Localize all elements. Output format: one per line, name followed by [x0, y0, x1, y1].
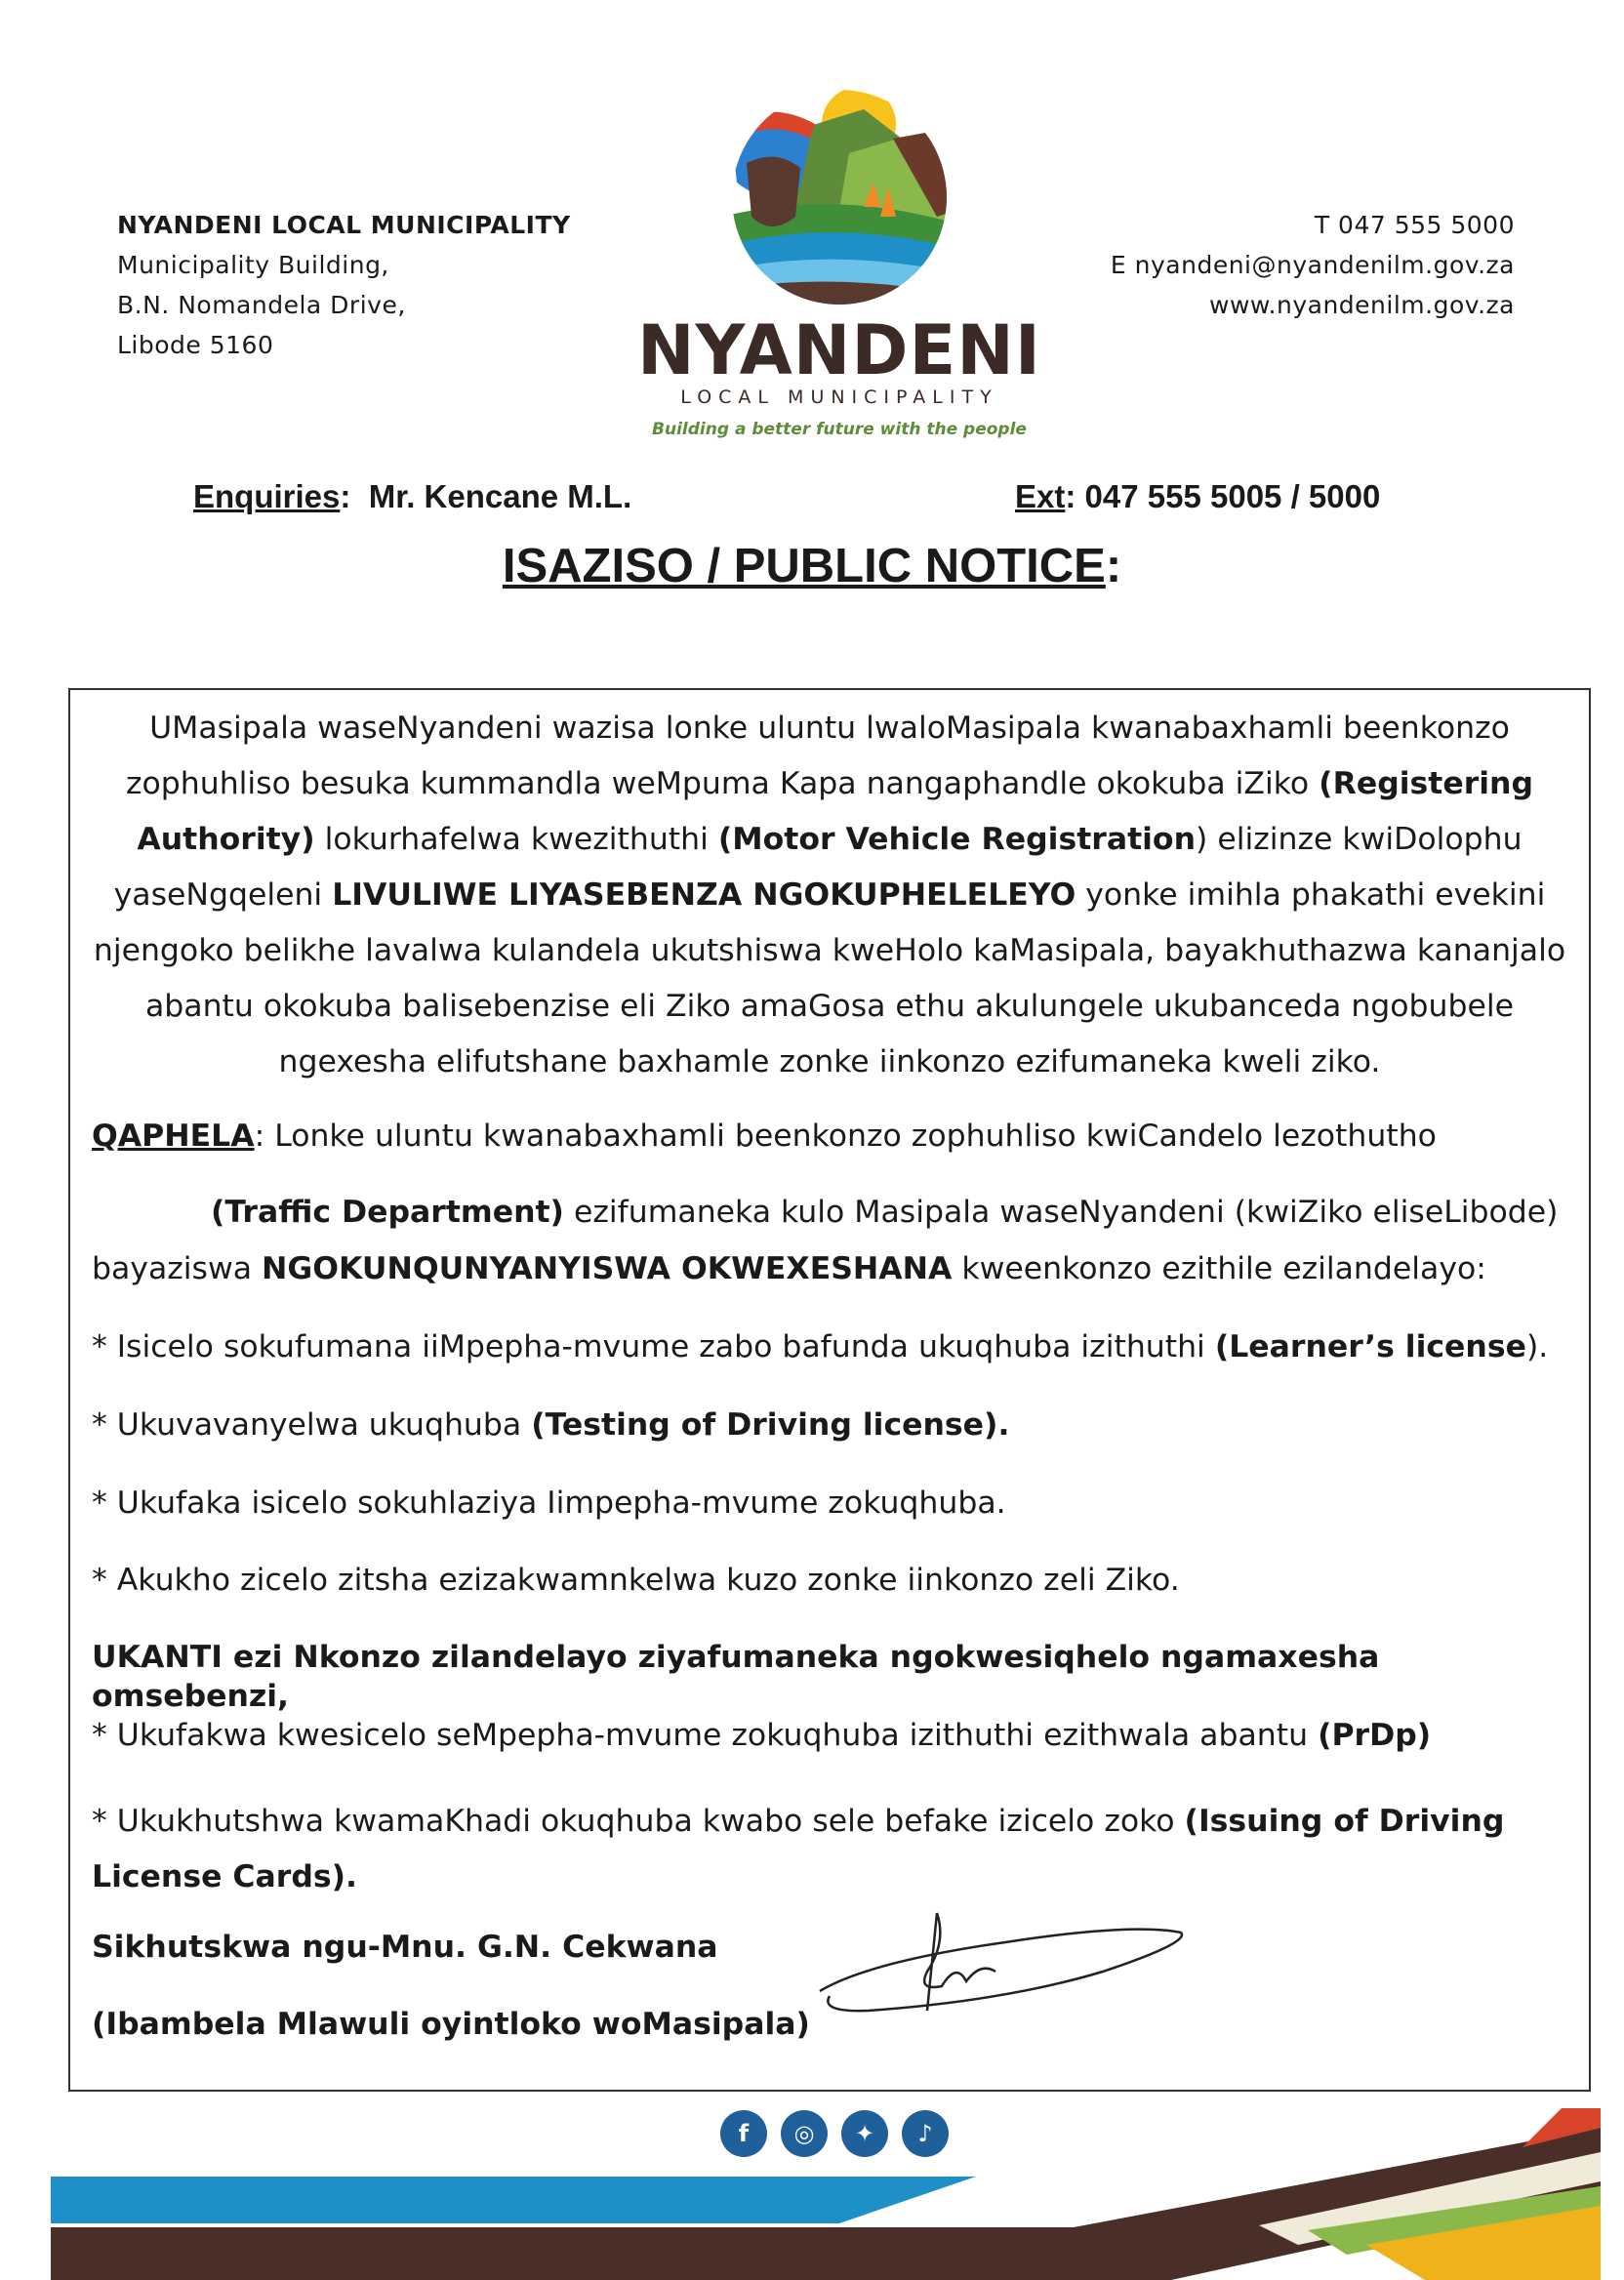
- page-title: [0, 539, 1624, 593]
- text-run: ).: [1525, 1329, 1549, 1364]
- text-run: ) elizinze kwiDolophu yaseNgqeleni: [113, 822, 1522, 913]
- address-line: B.N. Nomandela Drive,: [117, 291, 406, 319]
- signature-image: [810, 1903, 1200, 2040]
- text-run: * Ukuvavanyelwa ukuqhuba: [92, 1407, 532, 1443]
- text-run: : Lonke uluntu kwanabaxhamli beenkonzo zophuhliso kwiCandelo lezothutho: [254, 1119, 1437, 1154]
- text-run: bayaziswa: [92, 1251, 263, 1286]
- text-run: yonke imihla phakathi evekini njengoko belikhe lavalwa kulandela ukutshiswa kweHolo kaMasipala, bayakhuthazwa kananjalo abantu okokuba balisebenzise eli Ziko amaGosa ethu akulungele ukubanceda ngobubele ngexesha elifutshane baxhamle zonke iinkonzo ezifumaneka kweli ziko.: [93, 877, 1566, 1079]
- logo-tagline: Building a better future with the people: [652, 420, 1027, 439]
- text-run: lokurhafelwa kwezithuthi: [314, 822, 718, 857]
- municipality-name: NYANDENI LOCAL MUNICIPALITY: [117, 211, 571, 239]
- address-line: Libode 5160: [117, 331, 274, 359]
- list-item: [92, 1405, 1565, 1445]
- bayaziswa-line: [92, 1249, 1565, 1288]
- text-run-bold: (Testing of Driving license).: [531, 1407, 1010, 1443]
- text-run-bold: LIVULIWE LIYASEBENZA NGOKUPHELELEYO: [332, 877, 1076, 913]
- qaphela-line: [92, 1117, 1565, 1156]
- signatory-title: (Ibambela Mlawuli oyintloko woMasipala): [92, 2007, 810, 2042]
- logo-subtitle: LOCAL MUNICIPALITY: [680, 387, 998, 408]
- ukanti-line: UKANTI ezi Nkonzo zilandelayo ziyafumaneka ngokwesiqhelo ngamaxesha omsebenzi,: [92, 1640, 1380, 1714]
- text-run-bold: (Traffic Department): [211, 1195, 564, 1230]
- facebook-icon[interactable]: f: [720, 2110, 767, 2157]
- instagram-icon[interactable]: ◎: [781, 2110, 828, 2157]
- list-item: [92, 1794, 1565, 1905]
- enquiries-line: Enquiries: Mr. Kencane M.L.: [193, 478, 632, 514]
- enquiries-label: Enquiries: [193, 478, 341, 514]
- email-address: E nyandeni@nyandenilm.gov.za: [1110, 251, 1515, 279]
- qaphela-label: QAPHELA: [92, 1119, 255, 1154]
- extension-line: Ext: 047 555 5005 / 5000: [1015, 478, 1381, 514]
- enquiries-value: Mr. Kencane M.L.: [368, 478, 632, 514]
- text-run: * Ukukhutshwa kwamaKhadi okuqhuba kwabo sele befake izicelo zoko: [92, 1804, 1185, 1839]
- text-run: kweenkonzo ezithile ezilandelayo:: [952, 1251, 1486, 1286]
- ext-label: Ext: [1015, 478, 1066, 514]
- text-run: UMasipala waseNyandeni wazisa lonke uluntu lwaloMasipala kwanabaxhamli beenkonzo zophuhliso besuka kummandla weMpuma Kapa nangaphandle okokuba iZiko: [125, 711, 1510, 801]
- text-run: ezifumaneka kulo Masipala waseNyandeni (kwiZiko eliseLibode): [563, 1195, 1559, 1230]
- text-run-bold: (Learner’s license: [1214, 1329, 1526, 1364]
- notice-title-suffix: :: [1105, 540, 1122, 592]
- municipality-address: [117, 205, 571, 365]
- tiktok-icon[interactable]: ♪: [902, 2110, 949, 2157]
- text-run: * Isicelo sokufumana iiMpepha-mvume zabo bafunda ukuqhuba izithuthi: [92, 1329, 1215, 1364]
- twitter-icon[interactable]: ✦: [841, 2110, 888, 2157]
- website-url: www.nyandenilm.gov.za: [1209, 291, 1515, 319]
- list-item: * Ukufaka isicelo sokuhlaziya Iimpepha-mvume zokuqhuba.: [92, 1486, 1006, 1521]
- text-run-bold: (Issuing of Driving: [1184, 1804, 1505, 1839]
- text-run-bold: NGOKUNQUNYANYISWA OKWEXESHANA: [262, 1251, 953, 1286]
- list-item: [92, 1716, 1565, 1755]
- logo-title: NYANDENI: [637, 310, 1041, 390]
- notice-paragraph: [90, 701, 1569, 1090]
- list-item: * Akukho zicelo zitsha ezizakwamnkelwa kuzo zonke iinkonzo zeli Ziko.: [92, 1563, 1180, 1598]
- text-run-bold: (PrDp): [1318, 1718, 1432, 1753]
- notice-title-text: ISAZISO / PUBLIC NOTICE: [502, 540, 1106, 592]
- text-run-bold: (Motor Vehicle Registration: [717, 822, 1197, 857]
- phone-number: T 047 555 5000: [1314, 211, 1515, 239]
- text-run-bold: (Registering Authority): [137, 766, 1534, 857]
- list-item: [92, 1327, 1565, 1366]
- text-run: * Ukufakwa kwesicelo seMpepha-mvume zokuqhuba izithuthi ezithwala abantu: [92, 1718, 1319, 1753]
- address-line: Municipality Building,: [117, 251, 389, 279]
- social-links: [720, 2110, 949, 2157]
- traffic-line: [211, 1193, 1577, 1232]
- text-run-bold: License Cards).: [92, 1859, 357, 1894]
- signatory-name: Sikhutskwa ngu-Mnu. G.N. Cekwana: [92, 1930, 718, 1965]
- contact-info: [1111, 205, 1515, 325]
- ext-value: 047 555 5005 / 5000: [1084, 478, 1381, 514]
